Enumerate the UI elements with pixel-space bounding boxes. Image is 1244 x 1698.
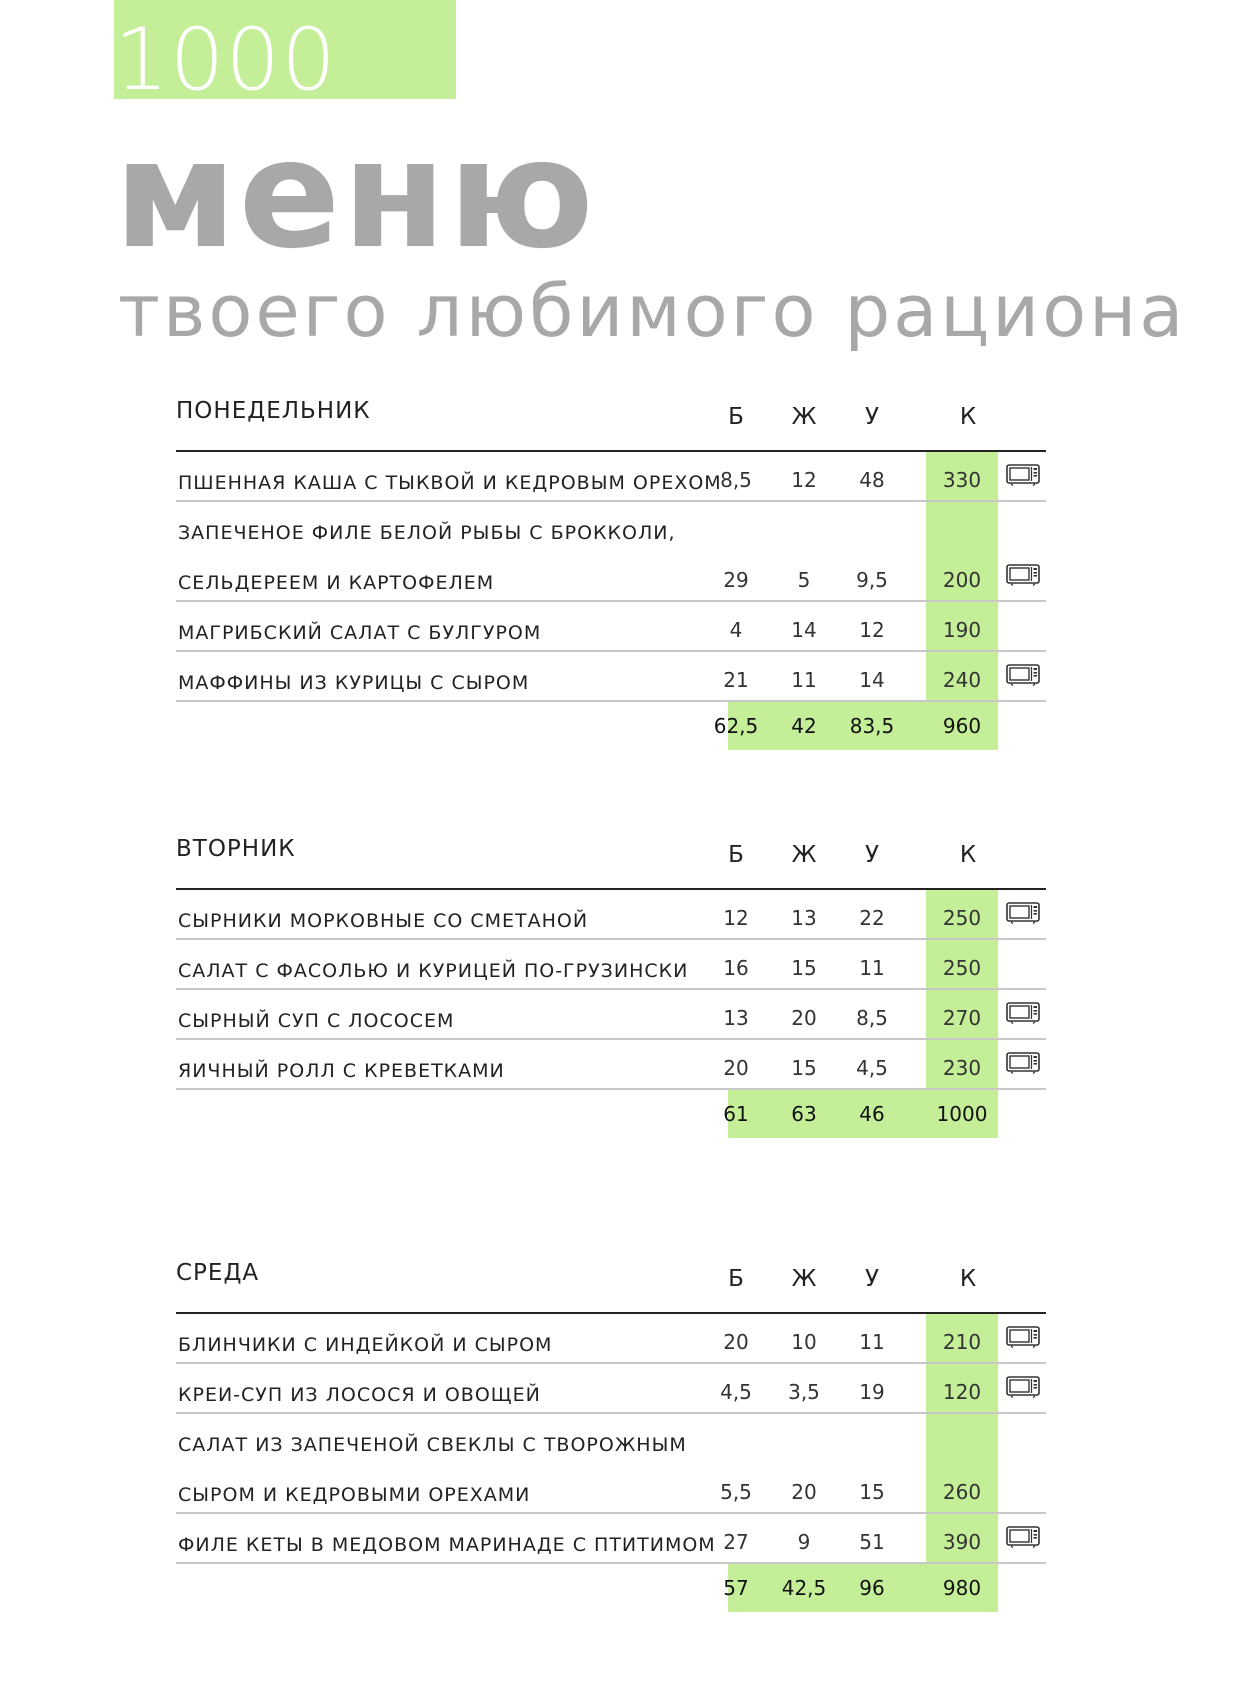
fat-value: 9	[797, 1530, 811, 1554]
microwave-icon	[1006, 564, 1040, 586]
total-carbs: 96	[859, 1576, 885, 1600]
dish-name: СЫРНЫЙ СУП С ЛОСОСЕМ	[178, 1010, 455, 1032]
kcal-value: 230	[942, 1056, 982, 1080]
row-divider	[176, 500, 1046, 502]
protein-value: 20	[723, 1330, 749, 1354]
protein-value: 16	[723, 956, 749, 980]
row-divider	[176, 600, 1046, 602]
day-content	[176, 1260, 1046, 1614]
carbs-value: 11	[859, 1330, 885, 1354]
dish-name: ЯИЧНЫЙ РОЛЛ С КРЕВЕТКАМИ	[178, 1060, 505, 1082]
dish-name: СЫРОМ И КЕДРОВЫМИ ОРЕХАМИ	[178, 1484, 531, 1506]
kcal-value: 210	[942, 1330, 982, 1354]
total-kcal: 980	[942, 1576, 982, 1600]
header-protein: Б	[728, 404, 744, 430]
header-rule	[176, 888, 1046, 890]
fat-value: 13	[791, 906, 817, 930]
kcal-value: 240	[942, 668, 982, 692]
row-divider	[176, 988, 1046, 990]
row-divider	[176, 1038, 1046, 1040]
dish-name: МАГРИБСКИЙ САЛАТ С БУЛГУРОМ	[178, 622, 542, 644]
dish-name: САЛАТ С ФАСОЛЬЮ И КУРИЦЕЙ ПО-ГРУЗИНСКИ	[178, 960, 689, 982]
carbs-value: 4,5	[856, 1056, 888, 1080]
kcal-value: 120	[942, 1380, 982, 1404]
total-fat: 63	[791, 1102, 817, 1126]
protein-value: 29	[723, 568, 749, 592]
protein-value: 8,5	[720, 468, 752, 492]
carbs-value: 51	[859, 1530, 885, 1554]
row-divider	[176, 700, 1046, 702]
microwave-icon	[1006, 1526, 1040, 1548]
protein-value: 21	[723, 668, 749, 692]
fat-value: 3,5	[788, 1380, 820, 1404]
row-divider	[176, 938, 1046, 940]
microwave-icon	[1006, 1052, 1040, 1074]
page-title: меню	[114, 108, 596, 282]
day-name: СРЕДА	[176, 1260, 260, 1286]
carbs-value: 19	[859, 1380, 885, 1404]
header-kcal: К	[959, 1266, 977, 1292]
header-rule	[176, 450, 1046, 452]
microwave-icon	[1006, 902, 1040, 924]
carbs-value: 12	[859, 618, 885, 642]
microwave-icon	[1006, 664, 1040, 686]
protein-value: 4	[729, 618, 743, 642]
fat-value: 15	[791, 956, 817, 980]
day-section	[176, 836, 1046, 1140]
header-fat: Ж	[791, 842, 817, 868]
carbs-value: 9,5	[856, 568, 888, 592]
total-kcal: 1000	[936, 1102, 988, 1126]
protein-value: 5,5	[720, 1480, 752, 1504]
microwave-icon	[1006, 464, 1040, 486]
day-section	[176, 1260, 1046, 1614]
badge-text: 1000	[114, 10, 337, 110]
total-kcal: 960	[942, 714, 982, 738]
header-protein: Б	[728, 1266, 744, 1292]
total-carbs: 46	[859, 1102, 885, 1126]
day-name: ПОНЕДЕЛЬНИК	[176, 398, 371, 424]
total-fat: 42	[791, 714, 817, 738]
carbs-value: 11	[859, 956, 885, 980]
header-rule	[176, 1312, 1046, 1314]
row-divider	[176, 1088, 1046, 1090]
calorie-badge	[114, 0, 456, 110]
fat-value: 15	[791, 1056, 817, 1080]
header-kcal: К	[959, 842, 977, 868]
row-divider	[176, 650, 1046, 652]
dish-name: БЛИНЧИКИ С ИНДЕЙКОЙ И СЫРОМ	[178, 1334, 553, 1356]
header-carbs: У	[864, 404, 879, 430]
kcal-value: 390	[942, 1530, 982, 1554]
dish-name: КРЕИ-СУП ИЗ ЛОСОСЯ И ОВОЩЕЙ	[178, 1384, 541, 1406]
protein-value: 13	[723, 1006, 749, 1030]
carbs-value: 15	[859, 1480, 885, 1504]
carbs-value: 8,5	[856, 1006, 888, 1030]
total-protein: 57	[723, 1576, 749, 1600]
kcal-value: 260	[942, 1480, 982, 1504]
fat-value: 10	[791, 1330, 817, 1354]
header-fat: Ж	[791, 1266, 817, 1292]
total-protein: 62,5	[713, 714, 759, 738]
fat-value: 12	[791, 468, 817, 492]
dish-name: СЕЛЬДЕРЕЕМ И КАРТОФЕЛЕМ	[178, 572, 495, 594]
day-name: ВТОРНИК	[176, 836, 296, 862]
day-content	[176, 398, 1046, 752]
protein-value: 20	[723, 1056, 749, 1080]
kcal-value: 250	[942, 906, 982, 930]
microwave-icon	[1006, 1002, 1040, 1024]
page-subtitle: твоего любимого рациона	[118, 269, 1187, 353]
fat-value: 20	[791, 1006, 817, 1030]
row-divider	[176, 1362, 1046, 1364]
kcal-value: 330	[942, 468, 982, 492]
total-carbs: 83,5	[849, 714, 895, 738]
header-carbs: У	[864, 1266, 879, 1292]
dish-name: ПШЕННАЯ КАША С ТЫКВОЙ И КЕДРОВЫМ ОРЕХОМ	[178, 472, 722, 494]
row-divider	[176, 1512, 1046, 1514]
header-carbs: У	[864, 842, 879, 868]
carbs-value: 22	[859, 906, 885, 930]
fat-value: 14	[791, 618, 817, 642]
protein-value: 4,5	[720, 1380, 752, 1404]
day-content	[176, 836, 1046, 1140]
protein-value: 27	[723, 1530, 749, 1554]
kcal-value: 270	[942, 1006, 982, 1030]
dish-name: ЗАПЕЧЕНОЕ ФИЛЕ БЕЛОЙ РЫБЫ С БРОККОЛИ,	[178, 522, 676, 544]
header-protein: Б	[728, 842, 744, 868]
microwave-icon	[1006, 1326, 1040, 1348]
dish-name: САЛАТ ИЗ ЗАПЕЧЕНОЙ СВЕКЛЫ С ТВОРОЖНЫМ	[178, 1434, 687, 1456]
fat-value: 5	[797, 568, 811, 592]
dish-name: ФИЛЕ КЕТЫ В МЕДОВОМ МАРИНАДЕ С ПТИТИМОМ	[178, 1534, 716, 1556]
total-fat: 42,5	[781, 1576, 827, 1600]
protein-value: 12	[723, 906, 749, 930]
fat-value: 11	[791, 668, 817, 692]
day-section	[176, 398, 1046, 752]
header-fat: Ж	[791, 404, 817, 430]
fat-value: 20	[791, 1480, 817, 1504]
dish-name: МАФФИНЫ ИЗ КУРИЦЫ С СЫРОМ	[178, 672, 530, 694]
carbs-value: 14	[859, 668, 885, 692]
dish-name: СЫРНИКИ МОРКОВНЫЕ СО СМЕТАНОЙ	[178, 910, 589, 932]
kcal-value: 200	[942, 568, 982, 592]
kcal-value: 190	[942, 618, 982, 642]
row-divider	[176, 1412, 1046, 1414]
header-kcal: К	[959, 404, 977, 430]
total-protein: 61	[723, 1102, 749, 1126]
kcal-value: 250	[942, 956, 982, 980]
carbs-value: 48	[859, 468, 885, 492]
row-divider	[176, 1562, 1046, 1564]
microwave-icon	[1006, 1376, 1040, 1398]
